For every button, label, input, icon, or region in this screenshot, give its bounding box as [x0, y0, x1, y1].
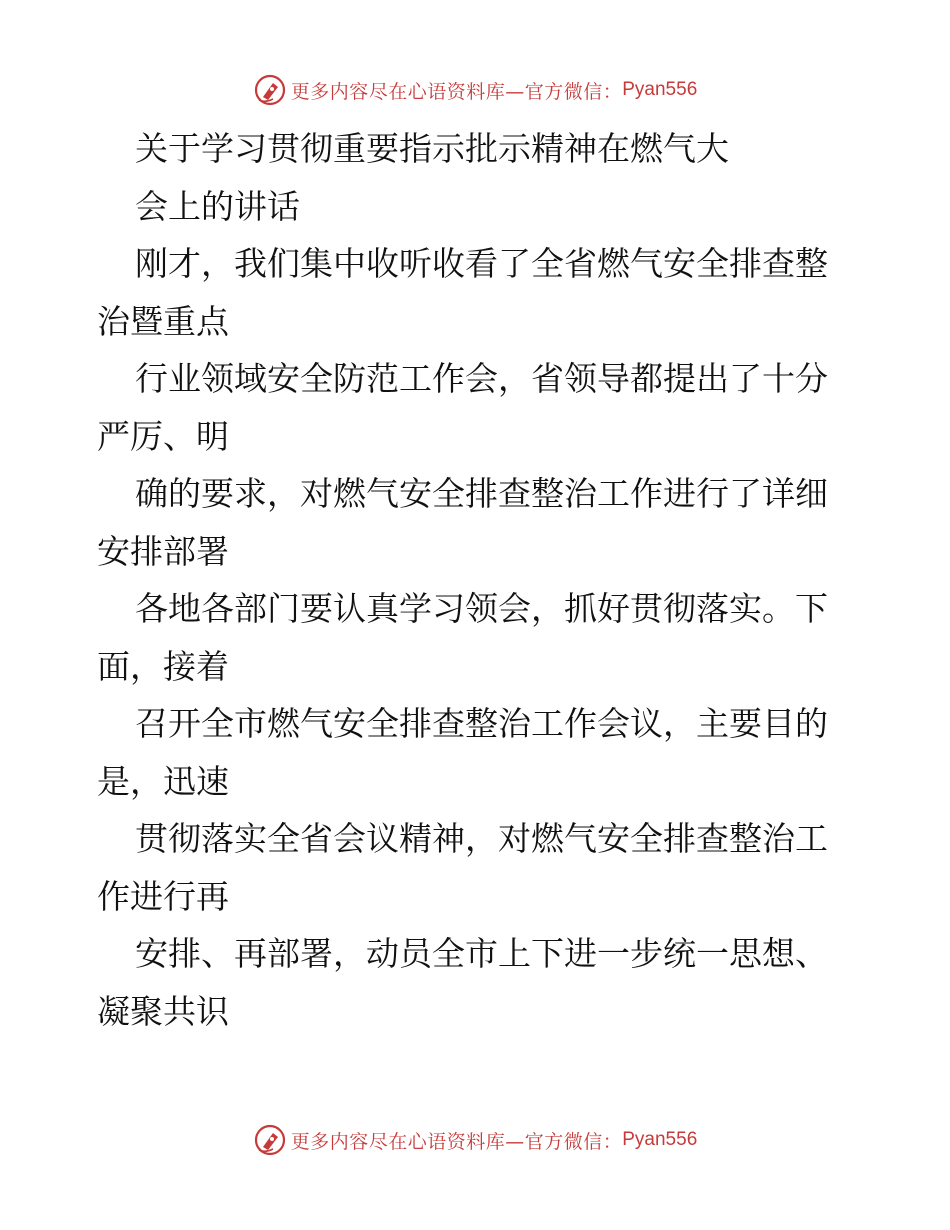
text-line: 是，迅速: [97, 761, 229, 801]
text-line: 关于学习贯彻重要指示批示精神在燃气大: [135, 129, 729, 168]
document-body: [97, 120, 857, 1040]
text-line: 行业领域安全防范工作会，省领导都提出了十分: [135, 359, 828, 398]
text-line: 刚才，我们集中收听收看了全省燃气安全排查整: [135, 244, 828, 283]
text-line: 确的要求，对燃气安全排查整治工作进行了详细: [135, 474, 828, 513]
pen-nib-logo-icon: [253, 73, 287, 107]
text-line: 面，接着: [97, 646, 229, 686]
text-line: 贯彻落实全省会议精神，对燃气安全排查整治工: [135, 819, 828, 858]
text-line: 凝聚共识: [97, 991, 229, 1031]
banner-text: 更多内容尽在心语资料库—官方微信：: [290, 1130, 623, 1153]
text-line: 安排、再部署，动员全市上下进一步统一思想、: [135, 934, 828, 973]
banner-wechat-id: Pyan556: [622, 79, 698, 100]
banner-text: 更多内容尽在心语资料库—官方微信：: [290, 80, 623, 103]
header-banner: [0, 70, 950, 110]
banner-wechat-id: Pyan556: [622, 1129, 698, 1150]
text-line: 召开全市燃气安全排查整治工作会议，主要目的: [135, 704, 828, 743]
text-line: 严厉、明: [97, 416, 229, 456]
text-line: 会上的讲话: [135, 186, 300, 226]
pen-nib-logo-icon: [253, 1123, 287, 1157]
text-line: 安排部署: [97, 531, 229, 571]
text-line: 治暨重点: [97, 301, 229, 341]
text-line: 各地各部门要认真学习领会，抓好贯彻落实。下: [135, 589, 828, 628]
footer-banner: [0, 1120, 950, 1160]
text-line: 作进行再: [97, 876, 229, 916]
